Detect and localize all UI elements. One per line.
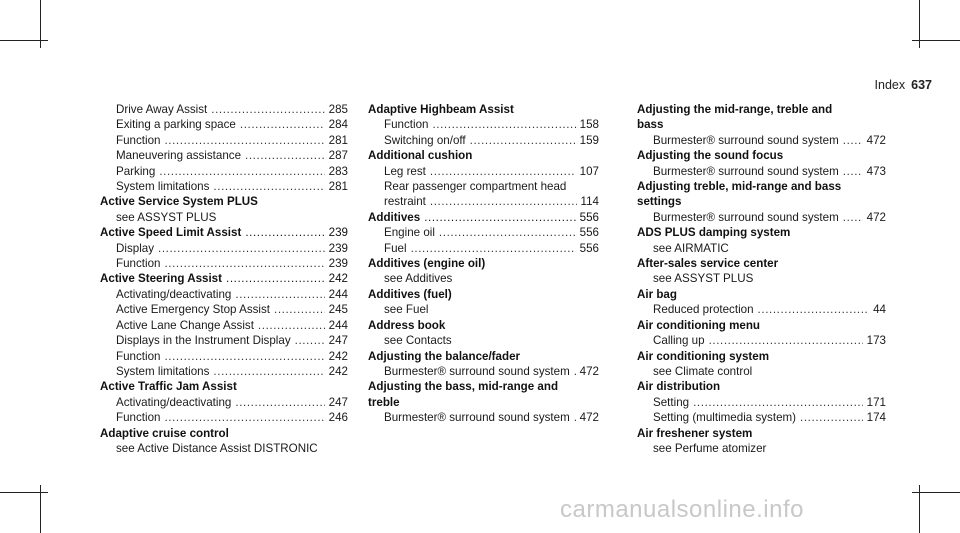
crop-mark: [912, 492, 960, 493]
index-heading: [637, 225, 886, 240]
leader-dots: [164, 133, 324, 148]
entry-text: Active Steering Assist: [100, 272, 222, 286]
index-subentry: [100, 349, 348, 364]
leader-dots: [235, 395, 324, 410]
entry-text: Leg rest: [384, 164, 426, 178]
entry-text: Air freshener system: [637, 426, 753, 440]
index-subentry: [368, 225, 599, 240]
index-subentry: [637, 133, 886, 148]
entry-text: Adjusting the balance/fader: [368, 349, 521, 363]
page-ref[interactable]: 239: [328, 257, 348, 271]
index-subentry: [637, 164, 886, 179]
entry-text: Setting (multimedia system): [653, 411, 797, 425]
index-heading: [368, 318, 599, 333]
index-heading: [637, 287, 886, 302]
leader-dots: [439, 225, 576, 240]
leader-dots: [432, 117, 575, 132]
entry-text: Adjusting the mid-range, treble and: [637, 103, 833, 116]
index-subentry: [368, 164, 599, 179]
index-column-1: [100, 102, 348, 456]
index-subentry: [368, 194, 599, 209]
page-ref[interactable]: 242: [328, 349, 348, 363]
index-heading: [100, 271, 348, 286]
page-number: 637: [911, 78, 932, 92]
entry-text: Adjusting treble, mid-range and bass: [637, 180, 842, 194]
index-subentry: [637, 395, 886, 410]
index-subentry: [368, 302, 599, 317]
page-ref[interactable]: 281: [328, 133, 348, 147]
entry-text: Engine oil: [384, 226, 435, 240]
index-subentry: [100, 287, 348, 302]
index-heading: [368, 256, 599, 271]
page-ref[interactable]: 239: [328, 241, 348, 255]
page-ref[interactable]: 472: [579, 411, 599, 425]
leader-dots: [709, 333, 863, 348]
index-subentry: [368, 179, 599, 194]
index-subentry: [368, 364, 599, 379]
index-heading: [637, 318, 886, 333]
index-subentry: [100, 148, 348, 163]
index-column-3: [637, 102, 886, 456]
index-subentry: [637, 441, 886, 456]
leader-dots: [411, 241, 576, 256]
index-heading: [637, 379, 886, 394]
index-heading: [368, 102, 599, 117]
entry-text: Activating/deactivating: [116, 395, 232, 409]
entry-text: Air distribution: [637, 380, 721, 394]
page-ref[interactable]: 281: [328, 180, 348, 194]
leader-dots: [158, 241, 325, 256]
page-ref[interactable]: 283: [328, 164, 348, 178]
entry-text: Function: [116, 133, 161, 147]
page-ref[interactable]: 472: [866, 210, 886, 224]
index-heading: [100, 194, 348, 209]
entry-text: see Active Distance Assist DISTRONIC: [116, 441, 318, 455]
entry-text: Rear passenger compartment head: [384, 180, 567, 194]
index-subentry: [100, 210, 348, 225]
entry-text: Adjusting the bass, mid-range and: [368, 380, 559, 394]
entry-text: treble: [368, 395, 400, 409]
index-heading: [637, 179, 886, 194]
page-ref[interactable]: 556: [579, 226, 599, 240]
leader-dots: [693, 395, 863, 410]
page-ref[interactable]: 173: [866, 334, 886, 348]
page-ref[interactable]: 44: [873, 303, 886, 317]
entry-text: System limitations: [116, 364, 210, 378]
crop-mark: [912, 40, 960, 41]
index-subentry: [637, 210, 886, 225]
entry-text: After-sales service center: [637, 257, 779, 271]
entry-text: see ASSYST PLUS: [653, 272, 754, 286]
entry-text: Active Traffic Jam Assist: [100, 380, 237, 394]
index-subentry: [100, 318, 348, 333]
index-heading: [637, 194, 886, 209]
leader-dots: [574, 410, 576, 425]
leader-dots: [758, 302, 870, 317]
entry-text: Burmester® surround sound system: [653, 164, 839, 178]
entry-text: Additives (fuel): [368, 287, 452, 301]
entry-text: Fuel: [384, 241, 407, 255]
index-heading: [637, 426, 886, 441]
entry-text: Switching on/off: [384, 133, 466, 147]
entry-text: Active Speed Limit Assist: [100, 226, 242, 240]
entry-text: Additives: [368, 210, 421, 224]
entry-text: System limitations: [116, 180, 210, 194]
entry-text: Function: [384, 118, 429, 132]
entry-text: Address book: [368, 318, 446, 332]
entry-text: Calling up: [653, 334, 705, 348]
index-subentry: [368, 410, 599, 425]
index-subentry: [637, 410, 886, 425]
crop-mark: [0, 40, 48, 41]
index-subentry: [100, 441, 348, 456]
entry-text: see Additives: [384, 272, 453, 286]
index-subentry: [100, 395, 348, 410]
page-header: [875, 78, 932, 92]
entry-text: Active Emergency Stop Assist: [116, 303, 271, 317]
leader-dots: [245, 148, 325, 163]
entry-text: see AIRMATIC: [653, 241, 729, 255]
entry-text: Air bag: [637, 287, 677, 301]
index-subentry: [368, 271, 599, 286]
page-ref[interactable]: 556: [579, 210, 599, 224]
leader-dots: [430, 194, 577, 209]
entry-text: Function: [116, 257, 161, 271]
page-ref[interactable]: 239: [328, 226, 348, 240]
entry-text: Air conditioning menu: [637, 318, 761, 332]
entry-text: Function: [116, 349, 161, 363]
leader-dots: [164, 410, 324, 425]
entry-text: Burmester® surround sound system: [653, 210, 839, 224]
entry-text: Additives (engine oil): [368, 257, 486, 271]
entry-text: see Fuel: [384, 303, 429, 317]
index-heading: [368, 395, 599, 410]
entry-text: Parking: [116, 164, 156, 178]
entry-text: restraint: [384, 195, 426, 209]
leader-dots: [164, 349, 324, 364]
entry-text: Adaptive cruise control: [100, 426, 229, 440]
index-subentry: [100, 164, 348, 179]
page-ref[interactable]: 556: [579, 241, 599, 255]
index-subentry: [637, 271, 886, 286]
page-ref[interactable]: 472: [579, 364, 599, 378]
leader-dots: [240, 117, 325, 132]
index-heading: [637, 102, 886, 117]
leader-dots: [213, 364, 324, 379]
index-subentry: [368, 117, 599, 132]
leader-dots: [843, 164, 863, 179]
page-ref[interactable]: 473: [866, 164, 886, 178]
page-ref[interactable]: 171: [866, 395, 886, 409]
index-heading: [637, 256, 886, 271]
index-subentry: [100, 102, 348, 117]
index-subentry: [100, 241, 348, 256]
index-subentry: [100, 117, 348, 132]
index-subentry: [100, 133, 348, 148]
index-heading: [100, 225, 348, 240]
leader-dots: [295, 333, 325, 348]
index-subentry: [100, 364, 348, 379]
index-heading: [100, 379, 348, 394]
leader-dots: [800, 410, 863, 425]
index-heading: [637, 349, 886, 364]
leader-dots: [159, 164, 324, 179]
page-ref[interactable]: 244: [328, 318, 348, 332]
leader-dots: [213, 179, 324, 194]
index-heading: [637, 148, 886, 163]
leader-dots: [245, 225, 324, 240]
page-ref[interactable]: 245: [328, 303, 348, 317]
entry-text: Active Lane Change Assist: [116, 318, 254, 332]
page-ref[interactable]: 107: [579, 164, 599, 178]
index-heading: [368, 349, 599, 364]
entry-text: see Perfume atomizer: [653, 441, 767, 455]
entry-text: Burmester® surround sound system: [653, 133, 839, 147]
index-subentry: [368, 133, 599, 148]
entry-text: see Climate control: [653, 364, 753, 378]
entry-text: settings: [637, 195, 682, 209]
entry-text: Exiting a parking space: [116, 118, 236, 132]
leader-dots: [430, 164, 576, 179]
leader-dots: [424, 210, 575, 225]
entry-text: Additional cushion: [368, 149, 473, 163]
index-subentry: [637, 302, 886, 317]
index-column-2: [368, 102, 599, 426]
leader-dots: [274, 302, 325, 317]
entry-text: Display: [116, 241, 155, 255]
entry-text: Reduced protection: [653, 303, 754, 317]
page-ref[interactable]: 246: [328, 411, 348, 425]
entry-text: Burmester® surround sound system: [384, 411, 570, 425]
index-heading: [368, 210, 599, 225]
index-subentry: [100, 302, 348, 317]
page-ref[interactable]: 247: [328, 334, 348, 348]
index-subentry: [368, 333, 599, 348]
header-label: Index: [874, 78, 906, 92]
entry-text: see Contacts: [384, 334, 452, 348]
entry-text: Activating/deactivating: [116, 287, 232, 301]
entry-text: Active Service System PLUS: [100, 195, 258, 209]
index-heading: [100, 426, 348, 441]
entry-text: Function: [116, 411, 161, 425]
page-ref[interactable]: 285: [328, 103, 348, 116]
leader-dots: [470, 133, 576, 148]
page-ref[interactable]: 244: [328, 287, 348, 301]
entry-text: Adjusting the sound focus: [637, 149, 784, 163]
page-ref[interactable]: 174: [866, 411, 886, 425]
index-subentry: [100, 256, 348, 271]
entry-text: ADS PLUS damping system: [637, 226, 791, 240]
page-ref[interactable]: 159: [579, 133, 599, 147]
page-ref[interactable]: 472: [866, 133, 886, 147]
leader-dots: [226, 271, 325, 286]
entry-text: Drive Away Assist: [116, 103, 208, 116]
leader-dots: [843, 133, 863, 148]
index-subentry: [100, 179, 348, 194]
index-subentry: [368, 241, 599, 256]
index-subentry: [637, 333, 886, 348]
watermark: carmanualsonline.info: [560, 496, 804, 523]
entry-text: see ASSYST PLUS: [116, 210, 217, 224]
page-ref[interactable]: 242: [328, 364, 348, 378]
leader-dots: [235, 287, 324, 302]
index-subentry: [100, 333, 348, 348]
index-subentry: [637, 364, 886, 379]
entry-text: bass: [637, 118, 664, 132]
leader-dots: [164, 256, 324, 271]
entry-text: Air conditioning system: [637, 349, 770, 363]
entry-text: Setting: [653, 395, 690, 409]
leader-dots: [574, 364, 576, 379]
page-ref[interactable]: 158: [579, 118, 599, 132]
leader-dots: [843, 210, 863, 225]
leader-dots: [211, 102, 324, 117]
leader-dots: [258, 318, 325, 333]
index-heading: [368, 379, 599, 394]
index-subentry: [100, 410, 348, 425]
crop-mark: [0, 492, 48, 493]
page-ref[interactable]: 284: [328, 118, 348, 132]
index-heading: [637, 117, 886, 132]
index-heading: [368, 148, 599, 163]
index-heading: [368, 287, 599, 302]
index-subentry: [637, 241, 886, 256]
page-ref[interactable]: 114: [580, 195, 599, 209]
entry-text: Maneuvering assistance: [116, 149, 242, 163]
entry-text: Adaptive Highbeam Assist: [368, 103, 514, 116]
entry-text: Burmester® surround sound system: [384, 364, 570, 378]
entry-text: Displays in the Instrument Display: [116, 334, 291, 348]
page-ref[interactable]: 247: [328, 395, 348, 409]
page-ref[interactable]: 287: [328, 149, 348, 163]
page-ref[interactable]: 242: [328, 272, 348, 286]
